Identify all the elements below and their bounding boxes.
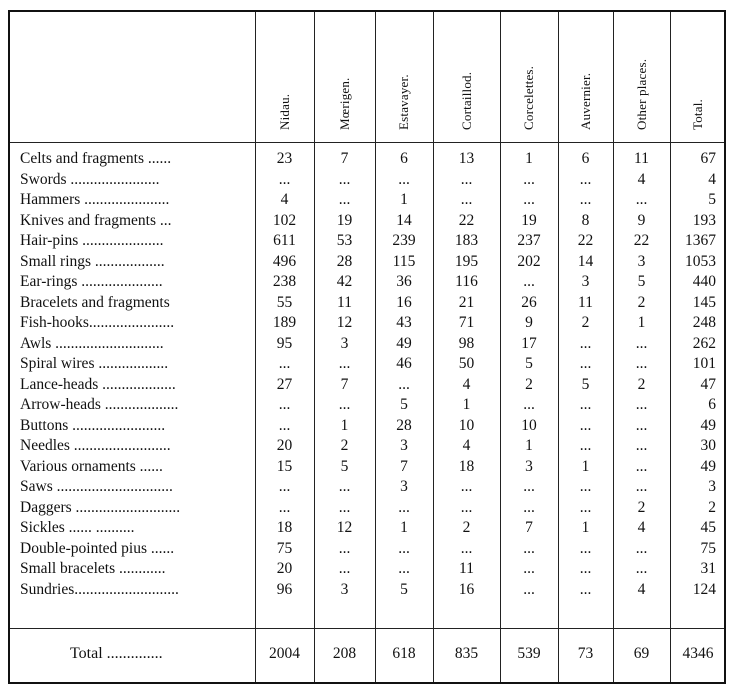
- table-cell: ...: [398, 560, 410, 577]
- table-row: [10, 395, 724, 416]
- data-table: [8, 10, 726, 684]
- row-label: Arrow-heads ...................: [20, 396, 179, 413]
- row-label: Hammers ......................: [20, 191, 170, 208]
- table-cell: 10: [458, 416, 475, 434]
- total-cell: 539: [517, 645, 541, 662]
- table-row: [10, 293, 724, 314]
- table-cell: ...: [635, 560, 648, 577]
- row-label: Needles .........................: [20, 437, 171, 454]
- table-cell: 26: [521, 293, 537, 311]
- table-cell: 2: [581, 314, 590, 331]
- table-cell: 7: [525, 519, 533, 536]
- table-cell: ...: [579, 334, 592, 352]
- table-cell: 1: [400, 191, 408, 208]
- table-cell: ...: [523, 498, 535, 516]
- total-cell: 618: [392, 645, 416, 662]
- table-cell: ...: [523, 539, 535, 557]
- table-cell: 496: [272, 252, 297, 270]
- table-cell: 50: [458, 355, 475, 372]
- table-cell: ...: [579, 498, 592, 516]
- row-label: Lance-heads ...................: [20, 375, 176, 393]
- table-row: [10, 170, 724, 191]
- table-cell: 11: [459, 560, 474, 577]
- total-label: Total ..............: [70, 645, 163, 662]
- column-header: [375, 12, 433, 142]
- table-cell: ...: [338, 170, 351, 188]
- table-cell: 1: [525, 437, 533, 454]
- table-cell: 22: [458, 211, 475, 229]
- table-cell: ...: [338, 396, 351, 413]
- table-row: [10, 498, 724, 519]
- table-cell: ...: [398, 498, 410, 516]
- table-cell: 3: [637, 252, 646, 270]
- column-header-label: Auvernier.: [577, 72, 593, 130]
- total-cell: 73: [577, 645, 594, 662]
- table-cell: 5: [581, 375, 590, 393]
- table-cell: 9: [637, 211, 646, 229]
- table-cell: 7: [340, 150, 349, 167]
- total-cell: 835: [454, 645, 479, 662]
- table-cell: 18: [458, 457, 475, 475]
- table-cell: ...: [278, 170, 291, 188]
- table-cell: 1: [581, 457, 590, 475]
- table-cell: ...: [398, 170, 410, 188]
- column-header: [613, 12, 670, 142]
- table-cell: 22: [577, 232, 594, 249]
- row-label: Celts and fragments ......: [20, 150, 172, 167]
- table-cell: 5: [400, 580, 408, 598]
- table-cell: 1: [637, 314, 646, 331]
- table-cell: 1: [581, 519, 590, 536]
- table-cell: 7: [340, 375, 349, 393]
- table-cell: 98: [458, 334, 475, 352]
- row-label: Spiral wires ..................: [20, 355, 169, 372]
- column-header-label: Nidau.: [276, 93, 292, 130]
- table-cell: 3: [525, 457, 533, 475]
- table-cell: 55: [276, 293, 293, 311]
- table-row: [10, 559, 724, 580]
- row-label: Sundries...........................: [20, 580, 179, 598]
- row-label: Hair-pins .....................: [20, 232, 164, 249]
- total-cell: 2004: [269, 645, 300, 662]
- table-cell: ...: [523, 580, 535, 598]
- table-cell: 71: [458, 314, 475, 331]
- table-cell: 2: [637, 293, 646, 311]
- table-cell: 2: [462, 519, 471, 536]
- table-cell: 36: [396, 273, 412, 290]
- table-cell: ...: [579, 191, 592, 208]
- table-cell: 145: [692, 293, 716, 311]
- table-cell: 238: [272, 273, 297, 290]
- table-cell: 23: [276, 150, 293, 167]
- table-cell: 43: [396, 314, 412, 331]
- table-cell: 53: [336, 232, 353, 249]
- table-row: [10, 354, 724, 375]
- table-cell: 611: [273, 232, 296, 249]
- table-cell: 49: [700, 416, 716, 434]
- table-cell: ...: [398, 375, 410, 393]
- table-cell: 42: [336, 273, 353, 290]
- total-cell: 69: [633, 645, 650, 662]
- table-cell: ...: [523, 396, 535, 413]
- row-label: Various ornaments ......: [20, 457, 163, 475]
- table-cell: 11: [578, 293, 593, 311]
- table-row: [10, 457, 724, 478]
- table-cell: 75: [276, 539, 293, 557]
- table-cell: 14: [577, 252, 594, 270]
- table-cell: 248: [692, 314, 716, 331]
- table-cell: 4: [708, 170, 716, 188]
- table-row: [10, 252, 724, 273]
- table-cell: ...: [278, 355, 291, 372]
- table-cell: 17: [521, 334, 537, 352]
- table-cell: ...: [523, 170, 535, 188]
- table-cell: 18: [276, 519, 293, 536]
- table-cell: ...: [460, 498, 473, 516]
- table-cell: 6: [708, 396, 716, 413]
- table-cell: 67: [700, 150, 716, 167]
- table-cell: ...: [579, 355, 592, 372]
- table-row: [10, 436, 724, 457]
- row-label: Awls ............................: [20, 334, 164, 352]
- table-cell: ...: [338, 191, 351, 208]
- table-cell: ...: [579, 478, 592, 495]
- table-cell: 2: [708, 498, 716, 516]
- table-cell: 102: [272, 211, 297, 229]
- column-header-label: Mœrigen.: [336, 77, 352, 130]
- table-cell: ...: [338, 560, 351, 577]
- table-cell: ...: [523, 478, 535, 495]
- table-cell: 16: [396, 293, 412, 311]
- table-cell: ...: [635, 539, 648, 557]
- column-header: [558, 12, 613, 142]
- row-label: Saws ..............................: [20, 478, 173, 495]
- table-cell: 3: [400, 478, 408, 495]
- total-cell: 4346: [682, 645, 714, 662]
- table-cell: ...: [338, 498, 351, 516]
- table-cell: ...: [635, 334, 648, 352]
- table-cell: ...: [579, 396, 592, 413]
- table-cell: 6: [400, 150, 408, 167]
- table-cell: 46: [396, 355, 412, 372]
- table-cell: 116: [455, 273, 478, 290]
- table-cell: ...: [635, 416, 648, 434]
- table-cell: 8: [581, 211, 590, 229]
- table-cell: 115: [392, 252, 416, 270]
- table-row: [10, 477, 724, 498]
- table-cell: 45: [700, 519, 716, 536]
- table-cell: ...: [635, 457, 648, 475]
- table-cell: ...: [523, 560, 535, 577]
- table-cell: ...: [338, 539, 351, 557]
- table-cell: ...: [579, 437, 592, 454]
- table-cell: 28: [336, 252, 353, 270]
- table-cell: 237: [517, 232, 541, 249]
- table-row: [10, 231, 724, 252]
- table-row: [10, 272, 724, 293]
- table-cell: 3: [400, 437, 408, 454]
- column-header-label: Estavayer.: [396, 74, 411, 130]
- table-cell: 20: [276, 560, 293, 577]
- table-cell: ...: [278, 416, 291, 434]
- table-cell: ...: [278, 396, 291, 413]
- table-row: [10, 313, 724, 334]
- row-label: Swords .......................: [20, 170, 160, 188]
- table-cell: 3: [581, 273, 590, 290]
- table-cell: 27: [276, 375, 293, 393]
- table-cell: ...: [635, 191, 648, 208]
- table-cell: 12: [336, 314, 353, 331]
- table-row: [10, 539, 724, 560]
- table-cell: 189: [272, 314, 297, 331]
- table-cell: 15: [276, 457, 293, 475]
- row-label: Buttons ........................: [20, 416, 166, 434]
- table-cell: 28: [396, 416, 412, 434]
- table-cell: 4: [637, 580, 646, 598]
- table-cell: ...: [635, 396, 648, 413]
- table-cell: 14: [396, 211, 412, 229]
- table-cell: ...: [635, 355, 648, 372]
- table-cell: 5: [400, 396, 408, 413]
- table-cell: 20: [276, 437, 293, 454]
- table-cell: 5: [708, 191, 716, 208]
- table-cell: 2: [525, 375, 533, 393]
- table-row: [10, 149, 724, 170]
- table-cell: ...: [338, 355, 351, 372]
- total-cell: 208: [332, 645, 357, 662]
- table-cell: 31: [700, 560, 716, 577]
- table-cell: 5: [637, 273, 646, 290]
- table-cell: 1053: [685, 252, 716, 270]
- row-label: Daggers ...........................: [20, 498, 181, 516]
- row-label: Bracelets and fragments: [20, 293, 170, 311]
- table-cell: 195: [454, 252, 479, 270]
- table-cell: 1367: [685, 232, 716, 249]
- table-cell: 1: [400, 519, 408, 536]
- column-header: [255, 12, 314, 142]
- table-cell: 440: [692, 273, 716, 290]
- table-cell: 47: [700, 375, 716, 393]
- table-cell: ...: [579, 580, 592, 598]
- table-row: [10, 580, 724, 601]
- table-cell: ...: [338, 478, 351, 495]
- table-cell: ...: [278, 478, 291, 495]
- table-cell: 16: [458, 580, 475, 598]
- table-cell: 3: [340, 334, 349, 352]
- table-cell: 22: [633, 232, 650, 249]
- row-label: Small bracelets ............: [20, 560, 166, 577]
- table-cell: 7: [400, 457, 408, 475]
- table-cell: 5: [525, 355, 533, 372]
- column-header: [433, 12, 500, 142]
- table-cell: 4: [462, 375, 471, 393]
- table-cell: 202: [517, 252, 541, 270]
- table-cell: 30: [700, 437, 716, 454]
- table-cell: ...: [398, 539, 410, 557]
- table-cell: ...: [579, 416, 592, 434]
- table-cell: 19: [521, 211, 537, 229]
- table-cell: 19: [336, 211, 353, 229]
- table-row: [10, 416, 724, 437]
- table-cell: ...: [460, 170, 473, 188]
- table-cell: 1: [462, 396, 471, 413]
- table-cell: 1: [525, 150, 533, 167]
- table-row: [10, 211, 724, 232]
- table-cell: ...: [635, 478, 648, 495]
- row-label: Sickles ...... ..........: [20, 519, 135, 536]
- table-cell: 193: [692, 211, 716, 229]
- table-cell: 75: [700, 539, 716, 557]
- table-cell: 11: [337, 293, 352, 311]
- row-label: Fish-hooks......................: [20, 314, 175, 331]
- table-cell: ...: [460, 478, 473, 495]
- table-cell: 262: [692, 334, 716, 352]
- header-divider: [10, 142, 724, 143]
- table-cell: 6: [581, 150, 590, 167]
- table-cell: ...: [579, 539, 592, 557]
- column-header-label: Cortaillod.: [458, 71, 474, 130]
- table-cell: 13: [458, 150, 475, 167]
- table-cell: 3: [708, 478, 716, 495]
- row-label: Double-pointed pius ......: [20, 539, 175, 557]
- table-cell: 101: [692, 355, 716, 372]
- table-cell: 2: [637, 375, 646, 393]
- table-cell: ...: [579, 170, 592, 188]
- table-cell: 2: [340, 437, 349, 454]
- table-cell: 239: [392, 232, 416, 249]
- column-header: [670, 12, 726, 142]
- table-cell: 2: [637, 498, 646, 516]
- table-cell: ...: [523, 191, 535, 208]
- table-cell: 12: [336, 519, 353, 536]
- table-cell: ...: [635, 437, 648, 454]
- column-header: [500, 12, 558, 142]
- table-row: [10, 375, 724, 396]
- table-cell: 21: [458, 293, 475, 311]
- table-cell: ...: [278, 498, 291, 516]
- table-cell: 1: [340, 416, 349, 434]
- table-row: [10, 518, 724, 539]
- table-cell: 183: [454, 232, 479, 249]
- table-cell: 124: [692, 580, 716, 598]
- table-cell: 5: [340, 457, 349, 475]
- row-label: Ear-rings .....................: [20, 273, 163, 290]
- table-cell: 11: [634, 150, 649, 167]
- table-row: [10, 190, 724, 211]
- table-cell: ...: [523, 273, 535, 290]
- column-header-label: Total.: [690, 99, 705, 130]
- table-row: [10, 334, 724, 355]
- column-header-label: Other places.: [633, 58, 649, 130]
- table-cell: 9: [525, 314, 533, 331]
- total-row: [10, 632, 724, 676]
- table-cell: ...: [460, 539, 473, 557]
- row-label: Small rings ..................: [20, 252, 165, 270]
- row-label: Knives and fragments ...: [20, 211, 172, 229]
- column-header: [314, 12, 375, 142]
- table-cell: 96: [276, 580, 293, 598]
- table-cell: ...: [579, 560, 592, 577]
- table-cell: 10: [521, 416, 537, 434]
- table-cell: 4: [280, 191, 289, 208]
- table-cell: 49: [700, 457, 716, 475]
- table-cell: ...: [460, 191, 473, 208]
- column-header-label: Corcelettes.: [521, 65, 536, 130]
- table-cell: 4: [462, 437, 471, 454]
- table-cell: 4: [637, 519, 646, 536]
- table-cell: 3: [340, 580, 349, 598]
- total-divider: [10, 628, 724, 629]
- table-cell: 49: [396, 334, 412, 352]
- table-cell: 95: [276, 334, 293, 352]
- table-cell: 4: [637, 170, 646, 188]
